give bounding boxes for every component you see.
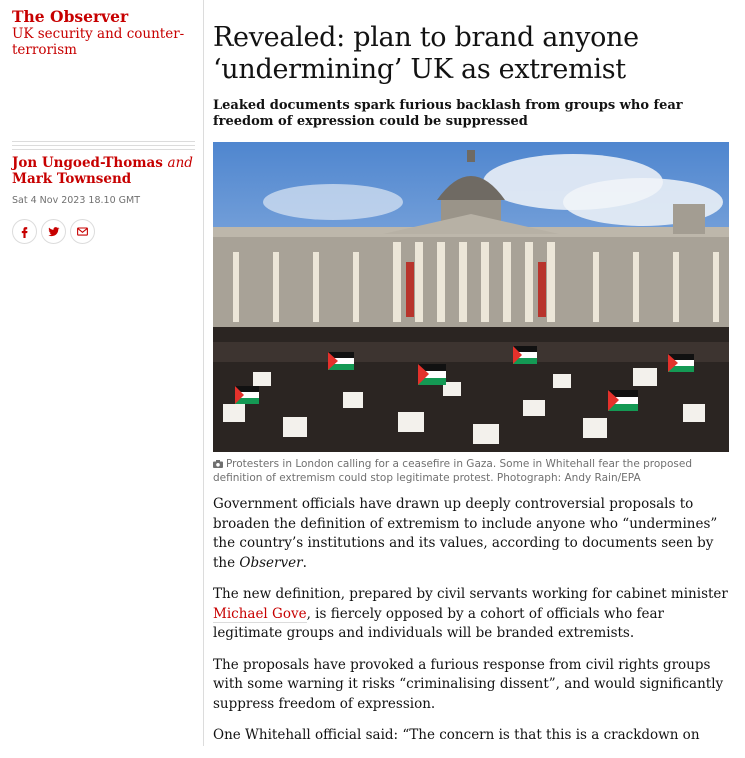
body-paragraph [213, 495, 733, 573]
share-facebook-button[interactable] [12, 219, 37, 244]
section-link[interactable]: UK security and counter-terrorism [12, 26, 185, 58]
michael-gove-link[interactable]: Michael Gove [213, 605, 307, 622]
byline [12, 155, 197, 187]
publish-date: Sat 4 Nov 2023 18.10 GMT [12, 195, 140, 206]
share-buttons [12, 219, 95, 244]
email-icon [76, 225, 89, 238]
standfirst: Leaked documents spark furious backlash from groups who fear freedom of expression could be suppressed [213, 98, 683, 129]
byline-conjunction: and [167, 155, 193, 171]
article-photo[interactable] [213, 142, 729, 452]
photo-caption [213, 457, 729, 485]
camera-icon [213, 460, 223, 468]
paragraph-italic: Observer [239, 554, 303, 571]
paragraph-text: The new definition, prepared by civil servants working for cabinet minister [213, 586, 728, 602]
headline: Revealed: plan to brand anyone ‘undermining’ UK as extremist [213, 22, 639, 86]
publication-block [12, 7, 197, 58]
divider [12, 141, 195, 152]
twitter-icon [47, 225, 60, 238]
paragraph-text: . [302, 554, 307, 571]
author-link[interactable]: Jon Ungoed-Thomas [12, 155, 163, 171]
body-paragraph [213, 585, 733, 644]
caption-text: Protesters in London calling for a ceasefire in Gaza. Some in Whitehall fear the proposed definition of extremism could stop legitimate protest. Photograph: Andy Rain/EPA [213, 458, 692, 484]
facebook-icon [18, 225, 31, 238]
share-twitter-button[interactable] [41, 219, 66, 244]
protest-photo-illustration [213, 142, 729, 452]
author-link[interactable]: Mark Townsend [12, 171, 132, 187]
paragraph-text: Government officials have drawn up deeply controversial proposals to broaden the definition of extremism to include anyone who “undermines” the country’s institutions and its values, according to documents seen by the [213, 496, 718, 571]
paragraph-text: , is fiercely opposed by a cohort of officials who fear legitimate groups and individuals will be branded extremists. [213, 605, 664, 641]
body-paragraph: One Whitehall official said: “The concern is that this is a crackdown on [213, 727, 700, 743]
article-meta-column [0, 0, 204, 746]
article-body [213, 495, 733, 758]
body-paragraph: The proposals have provoked a furious response from civil rights groups with some warning it risks “criminalising dissent”, and would significantly suppress freedom of expression. [213, 656, 724, 712]
share-email-button[interactable] [70, 219, 95, 244]
publication-name[interactable]: The Observer [12, 7, 129, 26]
